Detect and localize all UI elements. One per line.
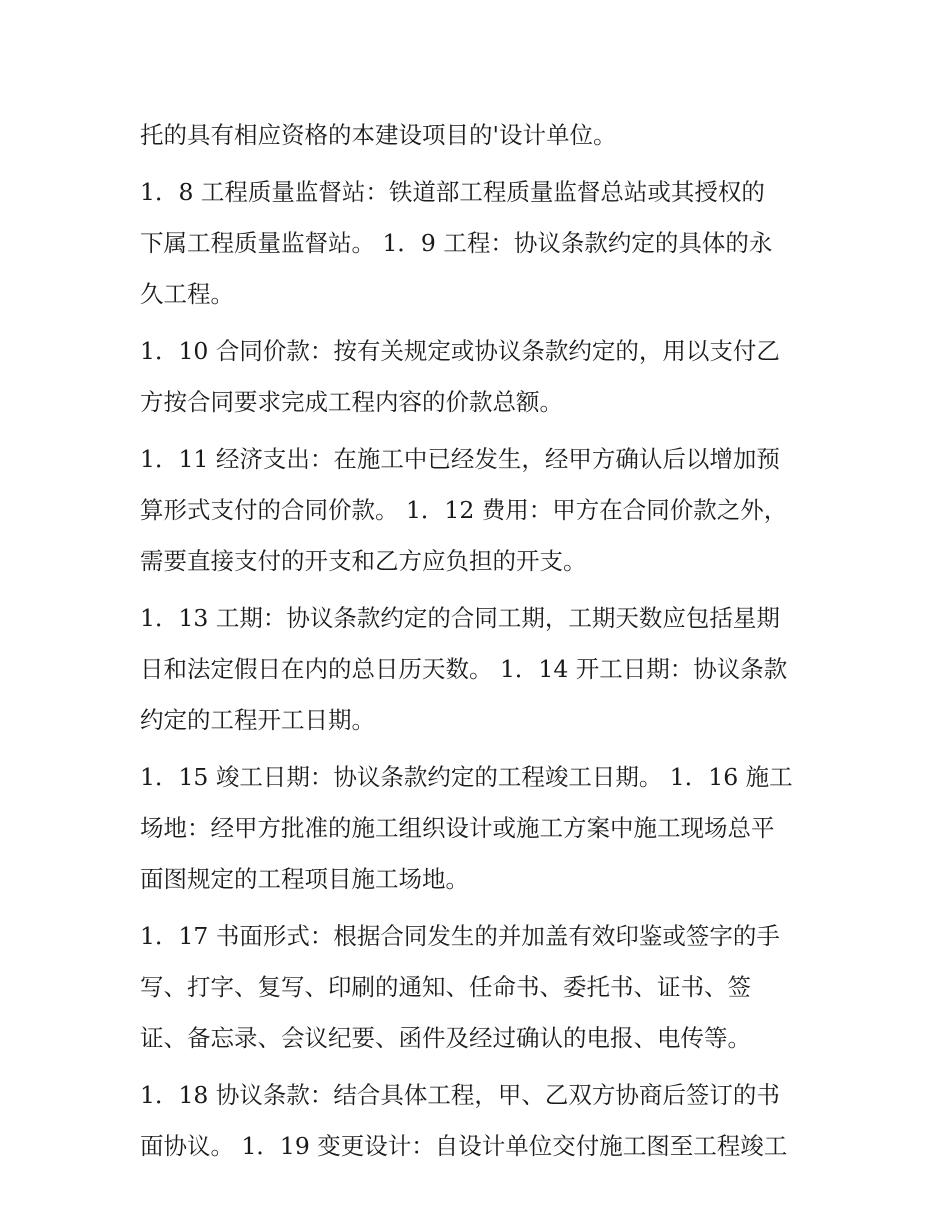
text-line: 1．15 竣工日期：协议条款约定的工程竣工日期。 1．16 施工 [140, 763, 793, 791]
text-line: 日和法定假日在内的总日历天数。 1．14 开工日期：协议条款 [140, 655, 788, 683]
text-line: 算形式支付的合同价款。 1．12 费用：甲方在合同价款之外， [140, 496, 788, 524]
paragraph-1-10 [140, 326, 830, 428]
text-line: 1．13 工期：协议条款约定的合同工期，工期天数应包括星期 [140, 604, 780, 632]
text-line: 1．10 合同价款：按有关规定或协议条款约定的，用以支付乙 [140, 337, 780, 365]
text-line: 场地：经甲方批准的施工组织设计或施工方案中施工现场总平 [140, 814, 775, 842]
paragraph-1-8 [140, 167, 830, 320]
text-line: 约定的工程开工日期。 [140, 706, 375, 734]
text-line: 久工程。 [140, 280, 234, 308]
paragraph-1-13 [140, 593, 830, 746]
text-line: 1．11 经济支出：在施工中已经发生，经甲方确认后以增加预 [140, 445, 780, 473]
text-line: 面图规定的工程项目施工场地。 [140, 865, 469, 893]
text-line: 下属工程质量监督站。 1．9 工程：协议条款约定的具体的永 [140, 229, 773, 257]
text-line: 需要直接支付的开支和乙方应负担的开支。 [140, 547, 587, 575]
text-line: 方按合同要求完成工程内容的价款总额。 [140, 388, 563, 416]
paragraph-1-18 [140, 1070, 830, 1172]
text-line: 1．8 工程质量监督站：铁道部工程质量监督总站或其授权的 [140, 178, 765, 206]
paragraph-1-17 [140, 911, 830, 1064]
text-line: 1．17 书面形式：根据合同发生的并加盖有效印鉴或签字的手 [140, 922, 780, 950]
document-body [140, 110, 830, 1178]
paragraph-continuation [140, 110, 830, 161]
text-line: 面协议。 1．19 变更设计：自设计单位交付施工图至工程竣工 [140, 1132, 788, 1160]
text-line: 证、备忘录、会议纪要、函件及经过确认的电报、电传等。 [140, 1024, 751, 1052]
text-line: 1．18 协议条款：结合具体工程，甲、乙双方协商后签订的书 [140, 1081, 780, 1109]
paragraph-1-11 [140, 434, 830, 587]
text-line: 写、打字、复写、印刷的通知、任命书、委托书、证书、签 [140, 973, 751, 1001]
text-line: 托的具有相应资格的本建设项目的'设计单位。 [140, 121, 617, 149]
paragraph-1-15 [140, 752, 830, 905]
